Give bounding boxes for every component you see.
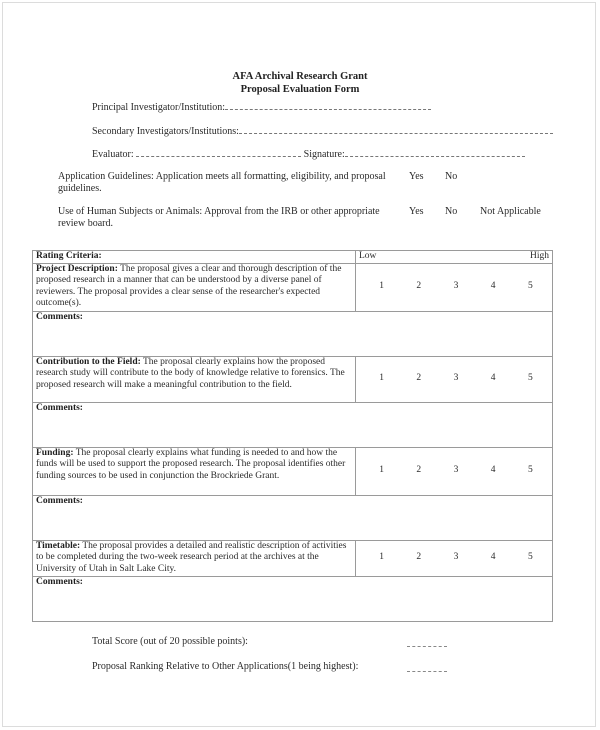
criterion-title: Funding: bbox=[36, 447, 74, 458]
secondary-investigators-label: Secondary Investigators/Institutions: bbox=[92, 126, 239, 137]
comments-row bbox=[33, 402, 553, 447]
comments-row bbox=[33, 495, 553, 540]
option-yes[interactable]: Yes bbox=[409, 206, 424, 217]
comments-field[interactable] bbox=[33, 402, 553, 447]
criterion-cell bbox=[33, 263, 356, 311]
question-human-subjects: Use of Human Subjects or Animals: Approval from the IRB or other appropriate review board. bbox=[58, 206, 380, 229]
rating-4[interactable]: 4 bbox=[490, 281, 496, 292]
form-title-line1: AFA Archival Research Grant bbox=[232, 71, 368, 82]
option-not-applicable[interactable]: Not Applicable bbox=[480, 206, 541, 217]
comments-field[interactable] bbox=[33, 495, 553, 540]
comments-row bbox=[33, 576, 553, 621]
rating-5[interactable]: 5 bbox=[527, 281, 533, 292]
criterion-title: Contribution to the Field: bbox=[36, 356, 141, 367]
table-row-project-description bbox=[33, 263, 553, 311]
option-yes[interactable]: Yes bbox=[409, 171, 424, 182]
comments-field[interactable] bbox=[33, 311, 553, 356]
high-label: High bbox=[530, 251, 549, 261]
total-score-label: Total Score (out of 20 possible points): bbox=[92, 636, 248, 647]
evaluator-input[interactable] bbox=[136, 148, 301, 157]
rating-2[interactable]: 2 bbox=[416, 465, 422, 476]
table-row-funding bbox=[33, 447, 553, 495]
comments-label: Comments: bbox=[36, 402, 83, 413]
rating-4[interactable]: 4 bbox=[490, 552, 496, 563]
comments-label: Comments: bbox=[36, 576, 83, 587]
evaluator-label: Evaluator: bbox=[92, 149, 134, 160]
signature-input[interactable] bbox=[345, 148, 525, 157]
rating-3[interactable]: 3 bbox=[453, 465, 459, 476]
total-score-input[interactable] bbox=[407, 640, 447, 647]
comments-label: Comments: bbox=[36, 311, 83, 322]
comments-field[interactable] bbox=[33, 576, 553, 621]
rating-5[interactable]: 5 bbox=[527, 552, 533, 563]
rating-1[interactable]: 1 bbox=[379, 281, 384, 292]
comments-row bbox=[33, 311, 553, 356]
criterion-description: The proposal clearly explains what funding is needed to and how the funds will be used to support the proposed research. The proposal identifies other funding sources to be used in conjunction the Brockriede Grant. bbox=[36, 447, 346, 481]
rating-5[interactable]: 5 bbox=[527, 465, 533, 476]
rating-2[interactable]: 2 bbox=[416, 552, 422, 563]
ranking-label: Proposal Ranking Relative to Other Applications(1 being highest): bbox=[92, 661, 359, 672]
table-header-row bbox=[33, 251, 553, 264]
rating-1[interactable]: 1 bbox=[379, 465, 384, 476]
rating-3[interactable]: 3 bbox=[453, 373, 459, 384]
ranking-input[interactable] bbox=[407, 665, 447, 672]
criterion-cell bbox=[33, 447, 356, 495]
rating-5[interactable]: 5 bbox=[527, 373, 533, 384]
low-label: Low bbox=[359, 251, 377, 261]
rating-table bbox=[32, 250, 553, 622]
criterion-cell bbox=[33, 540, 356, 576]
rating-scale bbox=[356, 263, 553, 311]
table-row-contribution bbox=[33, 356, 553, 402]
comments-label: Comments: bbox=[36, 495, 83, 506]
evaluator-signature-field bbox=[92, 148, 525, 160]
criterion-description: The proposal provides a detailed and realistic description of activities to be completed during the two-week research period at the archives at the University of Utah in Salt Lake City. bbox=[36, 540, 347, 574]
rating-scale bbox=[356, 447, 553, 495]
secondary-investigators-field bbox=[92, 125, 553, 137]
option-no[interactable]: No bbox=[445, 206, 458, 217]
signature-label: Signature: bbox=[303, 149, 345, 160]
secondary-investigators-input[interactable] bbox=[239, 125, 553, 134]
criterion-title: Project Description: bbox=[36, 263, 118, 274]
principal-investigator-input[interactable] bbox=[225, 101, 431, 110]
rating-3[interactable]: 3 bbox=[453, 552, 459, 563]
question-application-guidelines: Application Guidelines: Application meets all formatting, eligibility, and proposal guidelines. bbox=[58, 171, 386, 194]
rating-1[interactable]: 1 bbox=[379, 373, 384, 384]
rating-4[interactable]: 4 bbox=[490, 373, 496, 384]
criterion-description: The proposal gives a clear and thorough description of the proposed research in a manner that can be understood by a diverse panel of reviewers. The proposal provides a clear sense of the researcher's expected outcome(s). bbox=[36, 263, 342, 308]
rating-criteria-header: Rating Criteria: bbox=[33, 251, 356, 264]
table-row-timetable bbox=[33, 540, 553, 576]
rating-scale bbox=[356, 356, 553, 402]
rating-1[interactable]: 1 bbox=[379, 552, 384, 563]
criterion-title: Timetable: bbox=[36, 540, 81, 551]
rating-3[interactable]: 3 bbox=[453, 281, 459, 292]
criterion-description: The proposal clearly explains how the proposed research study will contribute to the body of knowledge relative to forensics. The proposed research will make a meaningful contribution to the field. bbox=[36, 356, 345, 390]
rating-4[interactable]: 4 bbox=[490, 465, 496, 476]
criterion-cell bbox=[33, 356, 356, 402]
rating-2[interactable]: 2 bbox=[416, 373, 422, 384]
principal-investigator-field bbox=[92, 101, 431, 113]
form-title-line2: Proposal Evaluation Form bbox=[240, 84, 360, 95]
rating-2[interactable]: 2 bbox=[416, 281, 422, 292]
scale-header bbox=[356, 251, 553, 264]
rating-scale bbox=[356, 540, 553, 576]
principal-investigator-label: Principal Investigator/Institution: bbox=[92, 102, 226, 113]
option-no[interactable]: No bbox=[445, 171, 458, 182]
